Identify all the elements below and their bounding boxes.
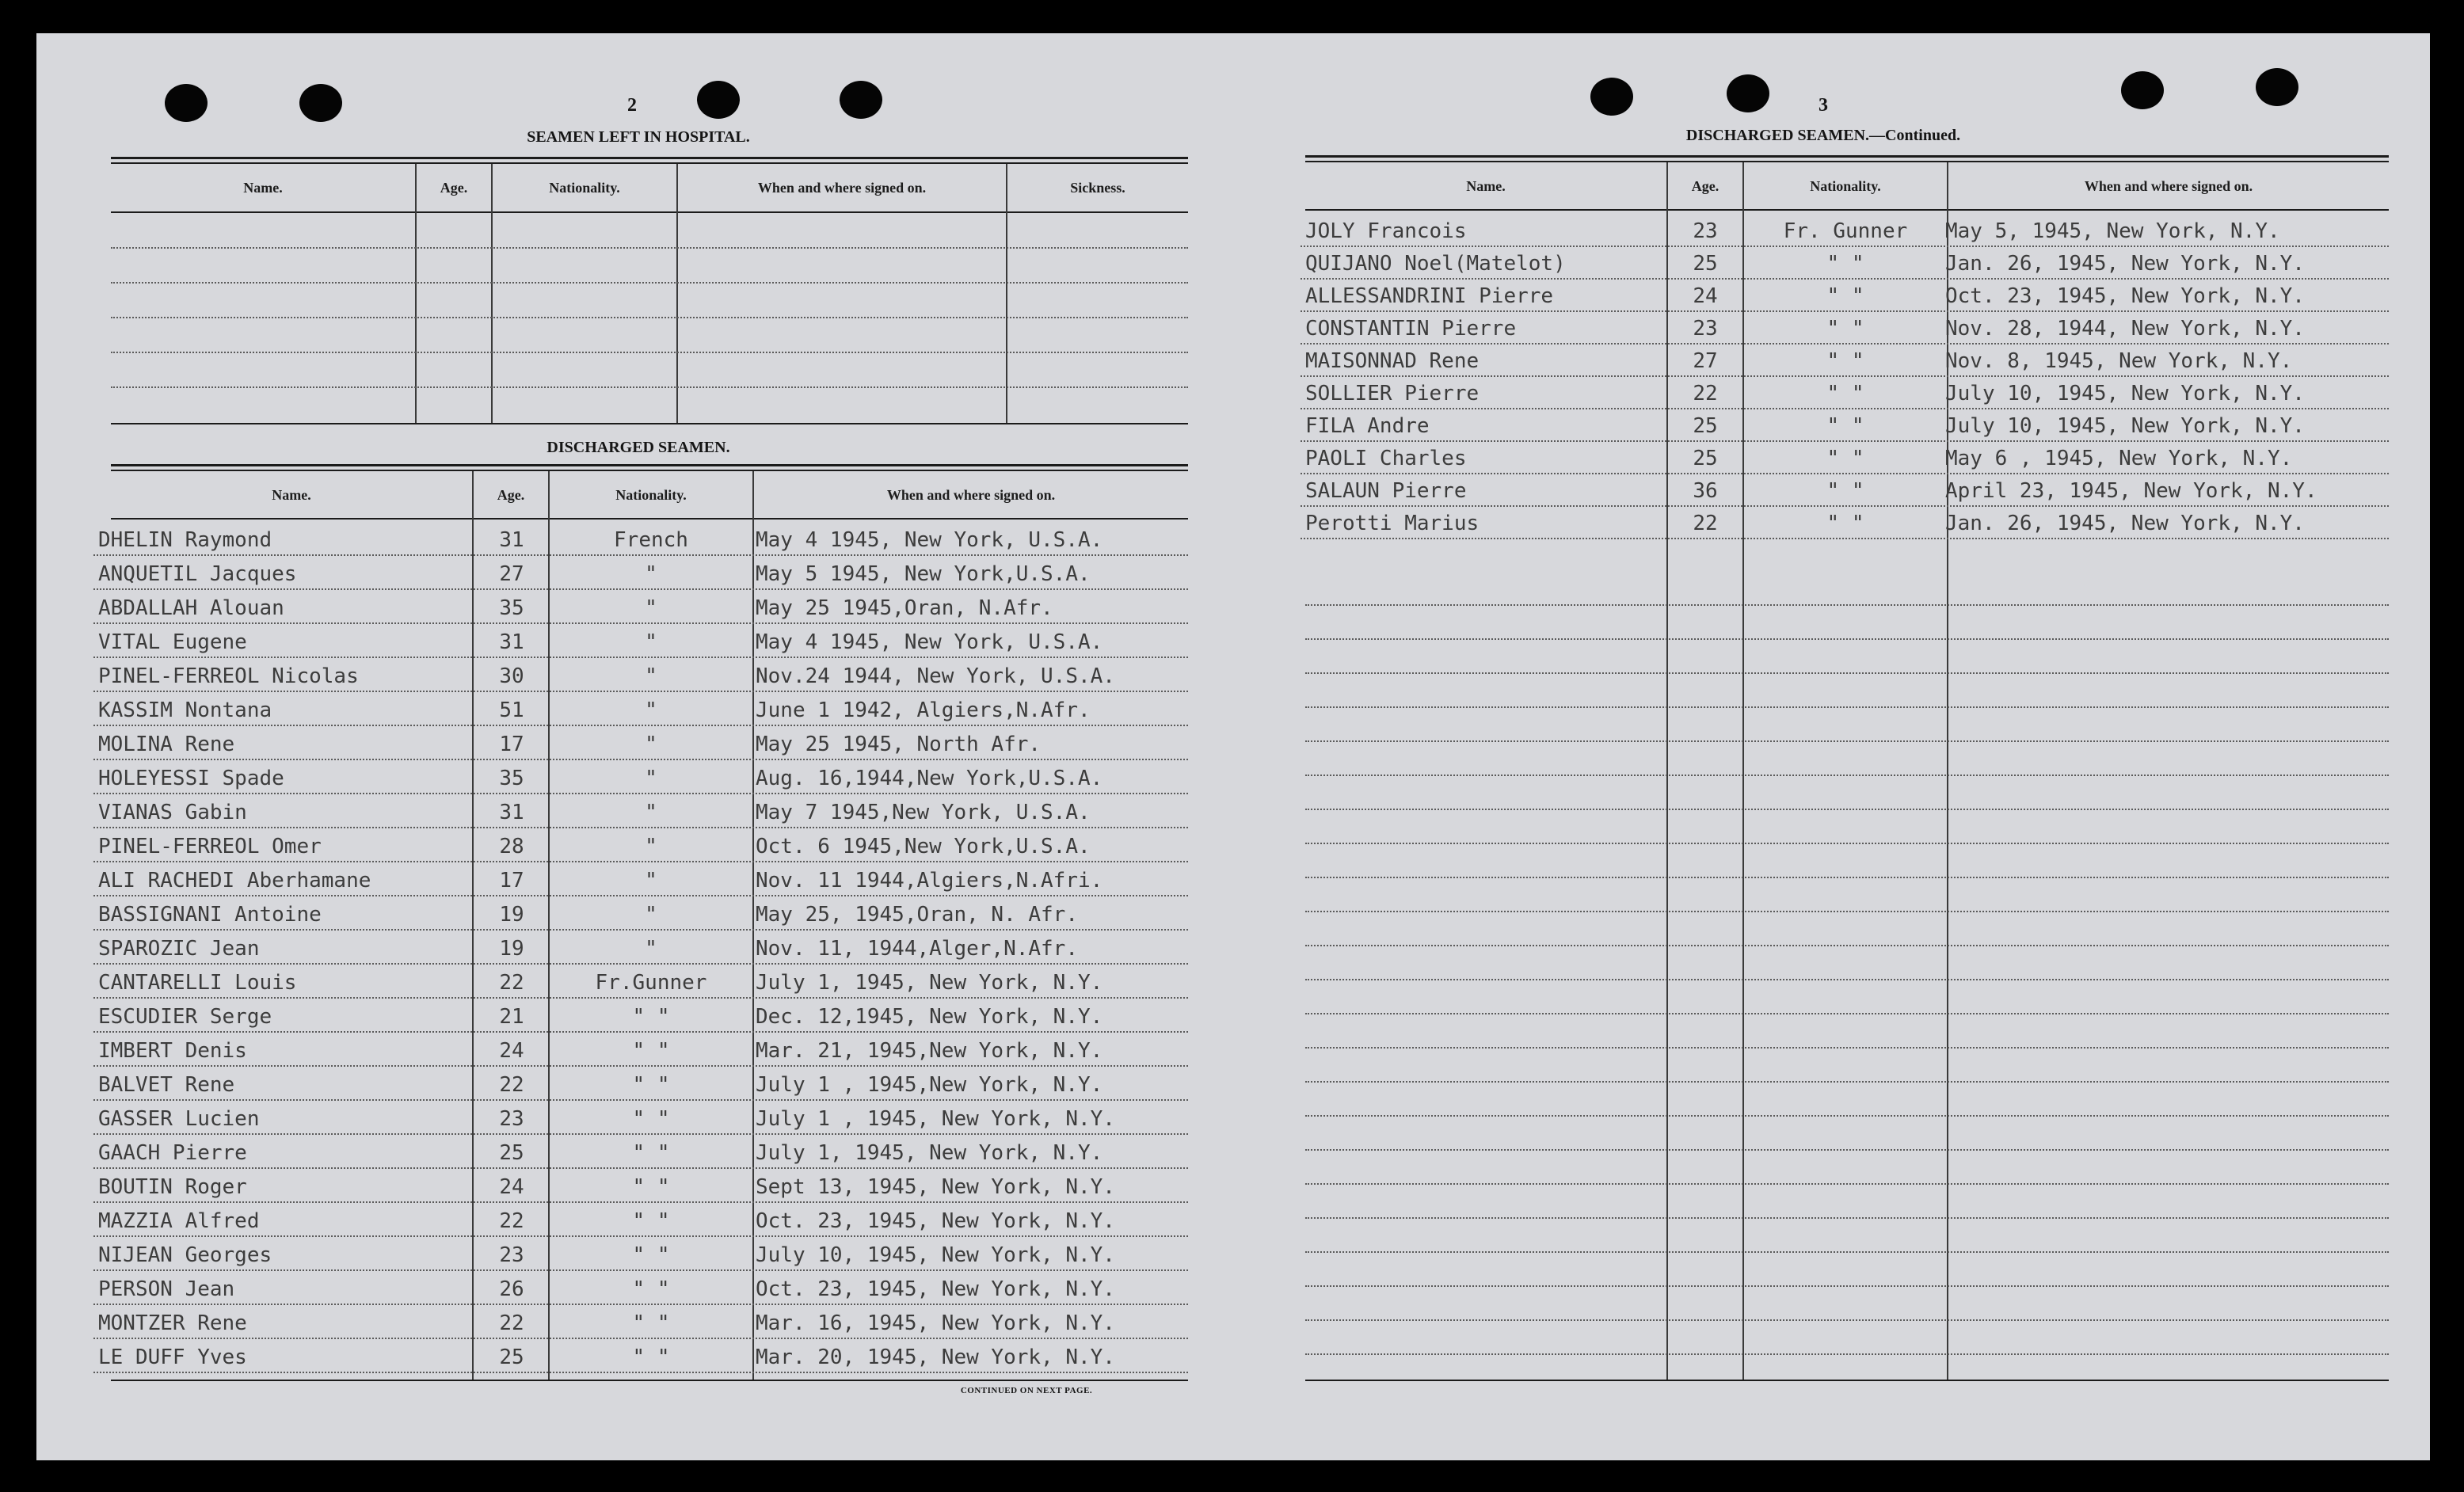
seaman-nationality: " bbox=[645, 596, 657, 620]
seaman-name: VITAL Eugene bbox=[98, 630, 247, 654]
signed-on: May 25 1945, North Afr. bbox=[756, 733, 1042, 756]
table-row bbox=[93, 797, 1188, 828]
seaman-nationality: " bbox=[645, 698, 657, 722]
seaman-age: 22 bbox=[499, 1311, 524, 1335]
signed-on: July 1 , 1945, New York, N.Y. bbox=[756, 1107, 1115, 1131]
table-row bbox=[93, 1137, 1188, 1169]
page-number: 3 bbox=[1818, 95, 1828, 116]
seaman-name: ANQUETIL Jacques bbox=[98, 562, 297, 586]
seaman-age: 22 bbox=[499, 971, 524, 995]
punch-hole bbox=[2121, 71, 2164, 109]
blank-row-line bbox=[1305, 775, 2389, 776]
table-row bbox=[93, 592, 1188, 624]
blank-row-line bbox=[111, 317, 1188, 318]
seaman-nationality: " " bbox=[632, 1175, 670, 1199]
page-number: 2 bbox=[627, 95, 637, 116]
table-row bbox=[1301, 508, 2389, 539]
table-top-rule bbox=[1305, 155, 2389, 158]
seaman-name: BALVET Rene bbox=[98, 1073, 235, 1097]
table-row bbox=[93, 1342, 1188, 1373]
header-rule bbox=[1305, 209, 2389, 211]
table-row bbox=[93, 831, 1188, 862]
blank-row-line bbox=[1305, 1217, 2389, 1219]
seaman-name: PINEL-FERREOL Nicolas bbox=[98, 664, 359, 688]
blank-row-line bbox=[1305, 1285, 2389, 1287]
row-line bbox=[93, 963, 1188, 965]
blank-row-line bbox=[1305, 604, 2389, 606]
column-header-nationality: Nationality. bbox=[549, 180, 620, 196]
seaman-age: 22 bbox=[1693, 512, 1718, 535]
row-line bbox=[93, 622, 1188, 624]
seaman-age: 27 bbox=[1693, 349, 1718, 373]
table-row bbox=[93, 1035, 1188, 1067]
seaman-age: 22 bbox=[1693, 382, 1718, 405]
table-row bbox=[93, 558, 1188, 590]
table-top-rule bbox=[111, 470, 1188, 471]
row-line bbox=[93, 1304, 1188, 1305]
seaman-age: 22 bbox=[499, 1073, 524, 1097]
seaman-nationality: " bbox=[645, 937, 657, 961]
blank-row-line bbox=[1305, 1251, 2389, 1253]
seaman-nationality: " " bbox=[632, 1141, 670, 1165]
table-row bbox=[1301, 410, 2389, 442]
seaman-nationality: " " bbox=[632, 1243, 670, 1267]
seaman-name: LE DUFF Yves bbox=[98, 1345, 247, 1369]
signed-on: Oct. 23, 1945, New York, N.Y. bbox=[756, 1209, 1115, 1233]
seaman-nationality: " " bbox=[632, 1345, 670, 1369]
seaman-nationality: " " bbox=[1826, 252, 1864, 276]
row-line bbox=[93, 554, 1188, 556]
column-header-signed-on: When and where signed on. bbox=[757, 180, 927, 196]
row-line bbox=[93, 1099, 1188, 1101]
table-row bbox=[93, 1103, 1188, 1135]
seaman-nationality: " bbox=[645, 630, 657, 654]
blank-row-line bbox=[1305, 1115, 2389, 1117]
signed-on: Dec. 12,1945, New York, N.Y. bbox=[756, 1005, 1103, 1029]
table-row bbox=[93, 660, 1188, 692]
blank-row-line bbox=[1305, 945, 2389, 946]
signed-on: July 10, 1945, New York, N.Y. bbox=[1945, 382, 2305, 405]
seaman-name: PAOLI Charles bbox=[1305, 447, 1467, 470]
signed-on: Oct. 23, 1945, New York, N.Y. bbox=[756, 1277, 1115, 1301]
seaman-nationality: " " bbox=[1826, 349, 1864, 373]
signed-on: Nov.24 1944, New York, U.S.A. bbox=[756, 664, 1115, 688]
seaman-nationality: Fr. Gunner bbox=[1783, 219, 1908, 243]
header-rule bbox=[111, 211, 1188, 213]
seaman-nationality: " " bbox=[1826, 414, 1864, 438]
seaman-name: NIJEAN Georges bbox=[98, 1243, 272, 1267]
signed-on: July 10, 1945, New York, N.Y. bbox=[1945, 414, 2305, 438]
row-line bbox=[93, 929, 1188, 931]
seaman-nationality: " bbox=[645, 664, 657, 688]
seaman-name: MAISONNAD Rene bbox=[1305, 349, 1480, 373]
table-row bbox=[93, 967, 1188, 999]
table-bottom-rule bbox=[1305, 1380, 2389, 1381]
seaman-name: PERSON Jean bbox=[98, 1277, 235, 1301]
signed-on: May 4 1945, New York, U.S.A. bbox=[756, 528, 1103, 552]
seaman-name: SOLLIER Pierre bbox=[1305, 382, 1480, 405]
seaman-nationality: " bbox=[645, 903, 657, 927]
seaman-name: BASSIGNANI Antoine bbox=[98, 903, 322, 927]
table-row bbox=[1301, 215, 2389, 247]
continued-section-title: DISCHARGED SEAMEN.—Continued. bbox=[1685, 127, 1961, 144]
row-line bbox=[93, 1372, 1188, 1373]
row-line bbox=[1301, 440, 2389, 442]
column-header-age: Age. bbox=[1691, 178, 1719, 194]
signed-on: July 10, 1945, New York, N.Y. bbox=[756, 1243, 1115, 1267]
row-line bbox=[93, 1133, 1188, 1135]
seaman-nationality: " " bbox=[632, 1039, 670, 1063]
seaman-age: 17 bbox=[499, 733, 524, 756]
table-row bbox=[93, 899, 1188, 931]
signed-on: May 7 1945,New York, U.S.A. bbox=[756, 801, 1091, 824]
blank-row-line bbox=[1305, 809, 2389, 810]
signed-on: Jan. 26, 1945, New York, N.Y. bbox=[1945, 512, 2305, 535]
blank-row-line bbox=[1305, 979, 2389, 980]
blank-row-line bbox=[1305, 1319, 2389, 1321]
seaman-name: HOLEYESSI Spade bbox=[98, 767, 284, 790]
seaman-name: SALAUN Pierre bbox=[1305, 479, 1467, 503]
seaman-age: 25 bbox=[1693, 252, 1718, 276]
seaman-age: 24 bbox=[1693, 284, 1718, 308]
table-row bbox=[93, 1205, 1188, 1237]
seaman-name: QUIJANO Noel(Matelot) bbox=[1305, 252, 1566, 276]
column-header-nationality: Nationality. bbox=[1810, 178, 1881, 194]
table-row bbox=[1301, 248, 2389, 280]
signed-on: Nov. 11, 1944,Alger,N.Afr. bbox=[756, 937, 1078, 961]
seaman-age: 23 bbox=[1693, 317, 1718, 341]
row-line bbox=[93, 1338, 1188, 1339]
document-sheet bbox=[36, 33, 2430, 1460]
seaman-age: 22 bbox=[499, 1209, 524, 1233]
blank-row-line bbox=[1305, 672, 2389, 674]
seaman-age: 17 bbox=[499, 869, 524, 893]
row-line bbox=[1301, 538, 2389, 539]
table-row bbox=[1301, 378, 2389, 409]
row-line bbox=[93, 657, 1188, 658]
blank-row-line bbox=[1305, 1081, 2389, 1083]
column-header-name: Name. bbox=[1466, 178, 1506, 194]
blank-row-line bbox=[1305, 1013, 2389, 1014]
column-header-signed-on: When and where signed on. bbox=[886, 487, 1056, 503]
table-top-rule bbox=[111, 464, 1188, 466]
table-row bbox=[1301, 313, 2389, 344]
seaman-name: GAACH Pierre bbox=[98, 1141, 247, 1165]
row-line bbox=[93, 759, 1188, 760]
signed-on: Nov. 28, 1944, New York, N.Y. bbox=[1945, 317, 2305, 341]
seaman-name: CANTARELLI Louis bbox=[98, 971, 297, 995]
seaman-nationality: " bbox=[645, 869, 657, 893]
seaman-nationality: " " bbox=[1826, 284, 1864, 308]
seaman-age: 30 bbox=[499, 664, 524, 688]
row-line bbox=[1301, 375, 2389, 377]
row-line bbox=[93, 691, 1188, 692]
column-header-age: Age. bbox=[497, 487, 525, 503]
seaman-age: 25 bbox=[1693, 414, 1718, 438]
row-line bbox=[1301, 505, 2389, 507]
seaman-name: KASSIM Nontana bbox=[98, 698, 272, 722]
blank-row-line bbox=[1305, 843, 2389, 844]
row-line bbox=[93, 861, 1188, 862]
row-line bbox=[93, 827, 1188, 828]
row-line bbox=[93, 793, 1188, 794]
hospital-section-title: SEAMEN LEFT IN HOSPITAL. bbox=[527, 128, 750, 146]
signed-on: May 4 1945, New York, U.S.A. bbox=[756, 630, 1103, 654]
blank-row-line bbox=[1305, 1149, 2389, 1151]
column-header-signed-on: When and where signed on. bbox=[2084, 178, 2253, 194]
seaman-nationality: " " bbox=[632, 1277, 670, 1301]
seaman-nationality: " " bbox=[632, 1005, 670, 1029]
signed-on: May 5, 1945, New York, N.Y. bbox=[1945, 219, 2280, 243]
seaman-name: MAZZIA Alfred bbox=[98, 1209, 260, 1233]
seaman-age: 26 bbox=[499, 1277, 524, 1301]
punch-hole bbox=[1727, 74, 1769, 112]
seaman-name: DHELIN Raymond bbox=[98, 528, 272, 552]
punch-hole bbox=[1590, 78, 1633, 116]
signed-on: July 1 , 1945,New York, N.Y. bbox=[756, 1073, 1103, 1097]
seaman-name: MONTZER Rene bbox=[98, 1311, 247, 1335]
table-top-rule bbox=[111, 162, 1188, 164]
row-line bbox=[93, 588, 1188, 590]
row-line bbox=[93, 1269, 1188, 1271]
seaman-age: 25 bbox=[1693, 447, 1718, 470]
seaman-name: IMBERT Denis bbox=[98, 1039, 247, 1063]
seaman-name: CONSTANTIN Pierre bbox=[1305, 317, 1517, 341]
signed-on: May 25, 1945,Oran, N. Afr. bbox=[756, 903, 1078, 927]
seaman-age: 31 bbox=[499, 801, 524, 824]
blank-row-line bbox=[1305, 740, 2389, 742]
seaman-age: 21 bbox=[499, 1005, 524, 1029]
punch-hole bbox=[165, 84, 208, 122]
seaman-nationality: " " bbox=[632, 1073, 670, 1097]
seaman-age: 31 bbox=[499, 630, 524, 654]
seaman-name: Perotti Marius bbox=[1305, 512, 1480, 535]
seaman-nationality: Fr.Gunner bbox=[595, 971, 707, 995]
row-line bbox=[93, 1235, 1188, 1237]
table-top-rule bbox=[1305, 161, 2389, 162]
table-row bbox=[93, 729, 1188, 760]
table-row bbox=[93, 933, 1188, 965]
blank-row-line bbox=[1305, 638, 2389, 640]
continued-note: CONTINUED ON NEXT PAGE. bbox=[960, 1386, 1093, 1395]
seaman-name: SPAROZIC Jean bbox=[98, 937, 260, 961]
signed-on: July 1, 1945, New York, N.Y. bbox=[756, 971, 1103, 995]
row-line bbox=[93, 997, 1188, 999]
table-row bbox=[93, 763, 1188, 794]
seaman-age: 36 bbox=[1693, 479, 1718, 503]
seaman-name: FILA Andre bbox=[1305, 414, 1430, 438]
table-row bbox=[93, 1171, 1188, 1203]
row-line bbox=[1301, 245, 2389, 247]
blank-row-line bbox=[1305, 1353, 2389, 1355]
signed-on: Sept 13, 1945, New York, N.Y. bbox=[756, 1175, 1115, 1199]
seaman-nationality: " " bbox=[1826, 317, 1864, 341]
table-row bbox=[93, 695, 1188, 726]
table-row bbox=[93, 626, 1188, 658]
seaman-nationality: " bbox=[645, 733, 657, 756]
blank-row-line bbox=[1305, 1047, 2389, 1049]
seaman-age: 27 bbox=[499, 562, 524, 586]
seaman-nationality: " " bbox=[632, 1311, 670, 1335]
signed-on: Aug. 16,1944,New York,U.S.A. bbox=[756, 767, 1103, 790]
blank-row-line bbox=[111, 352, 1188, 353]
column-header-nationality: Nationality. bbox=[615, 487, 687, 503]
table-row bbox=[93, 865, 1188, 896]
blank-row-line bbox=[1305, 911, 2389, 912]
table-row bbox=[1301, 475, 2389, 507]
blank-row-line bbox=[111, 386, 1188, 388]
seaman-age: 19 bbox=[499, 903, 524, 927]
seaman-nationality: " " bbox=[1826, 447, 1864, 470]
table-row bbox=[93, 1273, 1188, 1305]
seaman-name: BOUTIN Roger bbox=[98, 1175, 247, 1199]
seaman-age: 51 bbox=[499, 698, 524, 722]
table-row bbox=[93, 524, 1188, 556]
seaman-nationality: " " bbox=[1826, 512, 1864, 535]
signed-on: Oct. 23, 1945, New York, N.Y. bbox=[1945, 284, 2305, 308]
column-header-name: Name. bbox=[272, 487, 311, 503]
signed-on: Mar. 16, 1945, New York, N.Y. bbox=[756, 1311, 1115, 1335]
row-line bbox=[93, 1031, 1188, 1033]
blank-row-line bbox=[111, 247, 1188, 249]
seaman-nationality: " bbox=[645, 801, 657, 824]
signed-on: Mar. 20, 1945, New York, N.Y. bbox=[756, 1345, 1115, 1369]
column-header-age: Age. bbox=[440, 180, 468, 196]
seaman-name: ESCUDIER Serge bbox=[98, 1005, 272, 1029]
row-line bbox=[1301, 343, 2389, 344]
signed-on: April 23, 1945, New York, N.Y. bbox=[1945, 479, 2317, 503]
seaman-age: 24 bbox=[499, 1039, 524, 1063]
seaman-age: 19 bbox=[499, 937, 524, 961]
row-line bbox=[1301, 310, 2389, 312]
seaman-name: ALLESSANDRINI Pierre bbox=[1305, 284, 1554, 308]
table-row bbox=[93, 1239, 1188, 1271]
seaman-nationality: French bbox=[614, 528, 688, 552]
seaman-nationality: " " bbox=[1826, 382, 1864, 405]
seaman-age: 35 bbox=[499, 596, 524, 620]
seaman-nationality: " " bbox=[632, 1107, 670, 1131]
seaman-name: ALI RACHEDI Aberhamane bbox=[98, 869, 371, 893]
blank-row-line bbox=[1305, 877, 2389, 878]
table-bottom-rule bbox=[111, 1380, 1188, 1381]
row-line bbox=[93, 1167, 1188, 1169]
seaman-name: ABDALLAH Alouan bbox=[98, 596, 284, 620]
blank-row-line bbox=[111, 282, 1188, 284]
table-row bbox=[1301, 443, 2389, 474]
seaman-age: 28 bbox=[499, 835, 524, 858]
blank-row-line bbox=[1305, 1183, 2389, 1185]
signed-on: Mar. 21, 1945,New York, N.Y. bbox=[756, 1039, 1103, 1063]
seaman-age: 35 bbox=[499, 767, 524, 790]
seaman-nationality: " bbox=[645, 562, 657, 586]
table-row bbox=[93, 1307, 1188, 1339]
signed-on: Nov. 8, 1945, New York, N.Y. bbox=[1945, 349, 2293, 373]
seaman-name: JOLY Francois bbox=[1305, 219, 1467, 243]
signed-on: May 6 , 1945, New York, N.Y. bbox=[1945, 447, 2293, 470]
table-top-rule bbox=[111, 157, 1188, 159]
row-line bbox=[1301, 473, 2389, 474]
punch-hole bbox=[2256, 68, 2298, 106]
seaman-nationality: " " bbox=[632, 1209, 670, 1233]
signed-on: July 1, 1945, New York, N.Y. bbox=[756, 1141, 1103, 1165]
row-line bbox=[93, 895, 1188, 896]
header-rule bbox=[111, 518, 1188, 520]
seaman-nationality: " bbox=[645, 767, 657, 790]
seaman-nationality: " " bbox=[1826, 479, 1864, 503]
seaman-age: 25 bbox=[499, 1345, 524, 1369]
signed-on: Oct. 6 1945,New York,U.S.A. bbox=[756, 835, 1091, 858]
blank-row-line bbox=[1305, 706, 2389, 708]
punch-hole bbox=[299, 84, 342, 122]
discharged-section-title: DISCHARGED SEAMEN. bbox=[546, 439, 730, 456]
row-line bbox=[93, 1065, 1188, 1067]
signed-on: May 5 1945, New York,U.S.A. bbox=[756, 562, 1091, 586]
seaman-age: 25 bbox=[499, 1141, 524, 1165]
punch-hole bbox=[697, 81, 740, 119]
table-row bbox=[93, 1001, 1188, 1033]
seaman-name: GASSER Lucien bbox=[98, 1107, 260, 1131]
seaman-age: 23 bbox=[499, 1243, 524, 1267]
seaman-name: MOLINA Rene bbox=[98, 733, 235, 756]
table-row bbox=[1301, 345, 2389, 377]
table-row bbox=[93, 1069, 1188, 1101]
table-bottom-rule bbox=[111, 423, 1188, 424]
seaman-age: 23 bbox=[1693, 219, 1718, 243]
signed-on: May 25 1945,Oran, N.Afr. bbox=[756, 596, 1053, 620]
table-row bbox=[1301, 280, 2389, 312]
column-header-sickness: Sickness. bbox=[1070, 180, 1125, 196]
seaman-age: 31 bbox=[499, 528, 524, 552]
punch-hole bbox=[840, 81, 882, 119]
column-header-name: Name. bbox=[243, 180, 283, 196]
row-line bbox=[1301, 278, 2389, 280]
signed-on: June 1 1942, Algiers,N.Afr. bbox=[756, 698, 1091, 722]
signed-on: Nov. 11 1944,Algiers,N.Afri. bbox=[756, 869, 1103, 893]
row-line bbox=[93, 1201, 1188, 1203]
row-line bbox=[93, 725, 1188, 726]
seaman-name: VIANAS Gabin bbox=[98, 801, 247, 824]
seaman-age: 23 bbox=[499, 1107, 524, 1131]
signed-on: Jan. 26, 1945, New York, N.Y. bbox=[1945, 252, 2305, 276]
seaman-nationality: " bbox=[645, 835, 657, 858]
seaman-age: 24 bbox=[499, 1175, 524, 1199]
seaman-name: PINEL-FERREOL Omer bbox=[98, 835, 322, 858]
row-line bbox=[1301, 408, 2389, 409]
